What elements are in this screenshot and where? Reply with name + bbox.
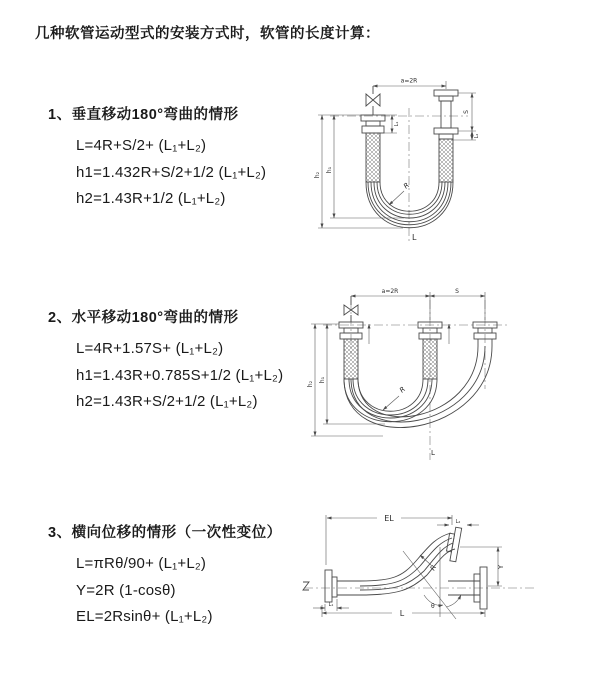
section-horizontal-180 [48,306,283,416]
dim-label-r: R [398,385,408,395]
dim-label-a2r: a=2R [381,288,399,295]
formula-line: L=4R+S/2+ (L₁+L₂) [76,137,207,154]
formula-line: h2=1.43R+1/2 (L₁+L₂) [76,190,226,207]
dim-label-a2r: a=2R [400,77,418,85]
flange-left [361,115,385,133]
pipe-break-mark [303,582,309,590]
section-vertical-180 [48,103,266,213]
dim-label-l: L [412,233,417,242]
dim-label-h2: h₂ [314,171,321,179]
section-2-heading: 2、水平移动180°弯曲的情形 [48,310,239,326]
hose-u-bend-original [344,379,437,422]
dim-label-l1: L₁ [328,602,334,608]
formula-line: Y=2R (1-cosθ) [76,581,176,599]
dim-label-h2: h₂ [307,380,314,388]
formula-line: EL=2Rsinθ+ (L₁+L₂) [76,608,213,625]
braided-hose-section [344,339,358,379]
dim-label-el: EL [384,514,394,523]
flange-top-right-displaced [445,526,462,561]
flange-right-upper [434,90,458,101]
dim-label-y: Y [497,564,505,570]
dim-label-l2: L₂ [474,133,480,139]
flange-right-lower [434,128,458,139]
dim-label-theta: θ [431,603,435,610]
diagram-lateral-displacement [300,505,545,645]
formula-line: h1=1.432R+S/2+1/2 (L₁+L₂) [76,163,267,181]
dim-label-l: L [431,449,435,457]
dim-label-h1: h₁ [319,376,326,384]
braided-hose-section [439,139,453,182]
dim-label-l: L [399,609,405,618]
braided-hose-section [366,133,380,182]
dim-label-l2: L₂ [455,519,461,525]
braided-hose-section [423,339,437,379]
hose-s-curve [360,533,455,595]
page-title: 几种软管运动型式的安装方式时，软管的长度计算： [35,26,380,42]
dim-label-r: R [428,563,439,572]
hose-u-bend [366,182,453,228]
formula-line: h2=1.43R+S/2+1/2 (L₁+L₂) [76,393,258,410]
valve-icon [366,86,380,115]
flange-left [325,570,360,602]
formula-line: L=4R+1.57S+ (L₁+L₂) [76,340,224,357]
dim-label-l1: L₁ [394,121,400,127]
dim-label-s: S [455,288,459,295]
formula-line: L=πRθ/90+ (L₁+L₂) [76,555,207,572]
diagram-horizontal-180-bend [303,284,515,466]
dim-label-h1: h₁ [326,166,333,174]
dim-label-r: R [402,181,412,191]
pipe-right [441,101,451,128]
section-3-heading: 3、横向位移的情形（一次性变位） [48,525,282,541]
diagram-vertical-180-bend [306,70,511,260]
formula-line: h1=1.43R+0.785S+1/2 (L₁+L₂) [76,366,284,384]
dim-label-s: S [463,110,470,114]
section-1-heading: 1、垂直移动180°弯曲的情形 [48,107,239,123]
section-lateral-displacement [48,521,282,631]
